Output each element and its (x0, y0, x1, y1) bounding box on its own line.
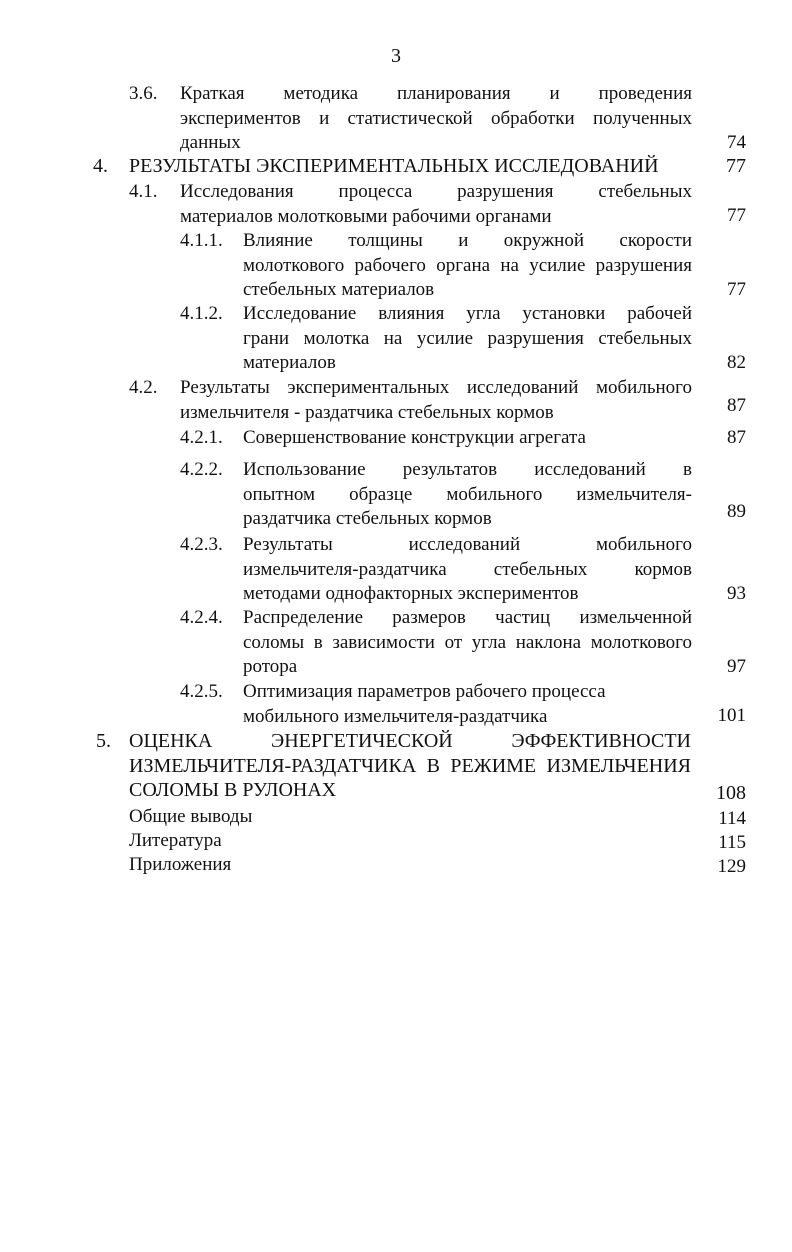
title-line: стебельных материалов (243, 279, 435, 300)
toc-entry-4-2-2 (0, 458, 792, 532)
title-line: грани молотка на усилие разрушения стебельных (243, 327, 692, 349)
section-number: 4.2.1. (180, 427, 223, 448)
section-title (180, 180, 692, 229)
title-line: данных (180, 132, 241, 153)
section-title (243, 680, 692, 729)
section-title (129, 853, 529, 878)
page-ref: 74 (727, 132, 746, 153)
section-number: 4.1. (129, 181, 158, 202)
page-ref: 97 (727, 656, 746, 677)
title-line: Использование результатов исследований в (243, 459, 692, 480)
page-ref: 87 (727, 395, 746, 416)
section-title (243, 229, 692, 303)
toc-entry-literature (0, 829, 792, 855)
title-line: Исследования процесса разрушения стебельных (180, 181, 692, 202)
page-ref: 82 (727, 352, 746, 373)
section-title (129, 729, 691, 803)
title-line: ИЗМЕЛЬЧИТЕЛЯ-РАЗДАТЧИКА В РЕЖИМЕ ИЗМЕЛЬЧЕНИЯ (129, 754, 691, 777)
title-line: Исследование влияния угла установки рабочей (243, 303, 692, 324)
title-line: ОЦЕНКА ЭНЕРГЕТИЧЕСКОЙ ЭФФЕКТИВНОСТИ (129, 730, 691, 752)
section-title (243, 606, 692, 680)
title-line: СОЛОМЫ В РУЛОНАХ (129, 779, 337, 801)
section-number: 4.2. (129, 377, 158, 398)
title-line: РЕЗУЛЬТАТЫ ЭКСПЕРИМЕНТАЛЬНЫХ ИССЛЕДОВАНИЙ (129, 155, 659, 177)
title-line: материалов молотковыми рабочими органами (180, 205, 552, 227)
page-ref: 115 (718, 832, 746, 853)
section-title (243, 302, 692, 376)
page-ref: 129 (717, 856, 746, 877)
section-title (129, 805, 529, 830)
page-ref: 77 (726, 155, 746, 177)
title-line: Результаты исследований мобильного (243, 534, 692, 555)
title-line: раздатчика стебельных кормов (243, 508, 492, 529)
title-line: ротора (243, 656, 298, 677)
toc-entry-4-1-1 (0, 229, 792, 303)
title-line: экспериментов и статистической обработки полученных (180, 107, 692, 129)
title-line: мобильного измельчителя-раздатчика (243, 705, 548, 727)
page-ref: 108 (716, 782, 746, 804)
toc-entry-4-2-1 (0, 426, 792, 452)
section-number: 4.2.2. (180, 459, 223, 480)
toc-entry-5 (0, 729, 792, 805)
section-title (243, 533, 692, 607)
title-line: методами однофакторных экспериментов (243, 583, 579, 604)
section-number: 4.1.1. (180, 230, 223, 251)
section-title (180, 82, 692, 156)
section-title (180, 376, 692, 425)
page-ref: 77 (727, 279, 746, 300)
page-ref: 77 (727, 205, 746, 226)
section-number: 4.2.4. (180, 607, 223, 628)
toc-entry-conclusions (0, 805, 792, 831)
toc-entry-4-2 (0, 376, 792, 426)
section-number: 5. (96, 730, 111, 752)
toc-entry-appendices (0, 853, 792, 879)
toc-entry-4-1 (0, 180, 792, 230)
toc-entry-4 (0, 154, 792, 180)
page-ref: 101 (717, 705, 746, 726)
toc-entry-3-6 (0, 82, 792, 156)
title-line: измельчителя - раздатчика стебельных кормов (180, 401, 554, 423)
title-line: материалов (243, 352, 336, 373)
title-line: Краткая методика планирования и проведения (180, 83, 692, 104)
section-number: 3.6. (129, 83, 158, 104)
section-title (243, 458, 692, 532)
section-title (129, 154, 689, 179)
title-line: Литература (129, 830, 222, 851)
toc-entry-4-1-2 (0, 302, 792, 376)
toc-entry-4-2-5 (0, 680, 792, 730)
title-line: молоткового рабочего органа на усилие разрушения (243, 254, 692, 276)
page-ref: 114 (718, 808, 746, 829)
title-line: соломы в зависимости от угла наклона молоткового (243, 631, 692, 653)
page-ref: 89 (727, 501, 746, 522)
section-number: 4. (93, 155, 108, 177)
title-line: Оптимизация параметров рабочего процесса (243, 681, 606, 702)
title-line: опытном образце мобильного измельчителя- (243, 483, 692, 505)
section-number: 4.1.2. (180, 303, 223, 324)
title-line: измельчителя-раздатчика стебельных кормов (243, 558, 692, 580)
page-number: 3 (391, 45, 401, 67)
toc-entry-4-2-3 (0, 533, 792, 607)
title-line: Влияние толщины и окружной скорости (243, 230, 692, 251)
title-line: Результаты экспериментальных исследований мобильного (180, 377, 692, 398)
section-number: 4.2.3. (180, 534, 223, 555)
title-line: Распределение размеров частиц измельченной (243, 607, 692, 628)
title-line: Общие выводы (129, 806, 253, 827)
title-line: Совершенствование конструкции агрегата (243, 427, 586, 448)
section-title (129, 829, 529, 854)
page-ref: 93 (727, 583, 746, 604)
toc-entry-4-2-4 (0, 606, 792, 680)
section-title (243, 426, 692, 451)
title-line: Приложения (129, 854, 232, 875)
page-ref: 87 (727, 427, 746, 448)
section-number: 4.2.5. (180, 681, 223, 702)
